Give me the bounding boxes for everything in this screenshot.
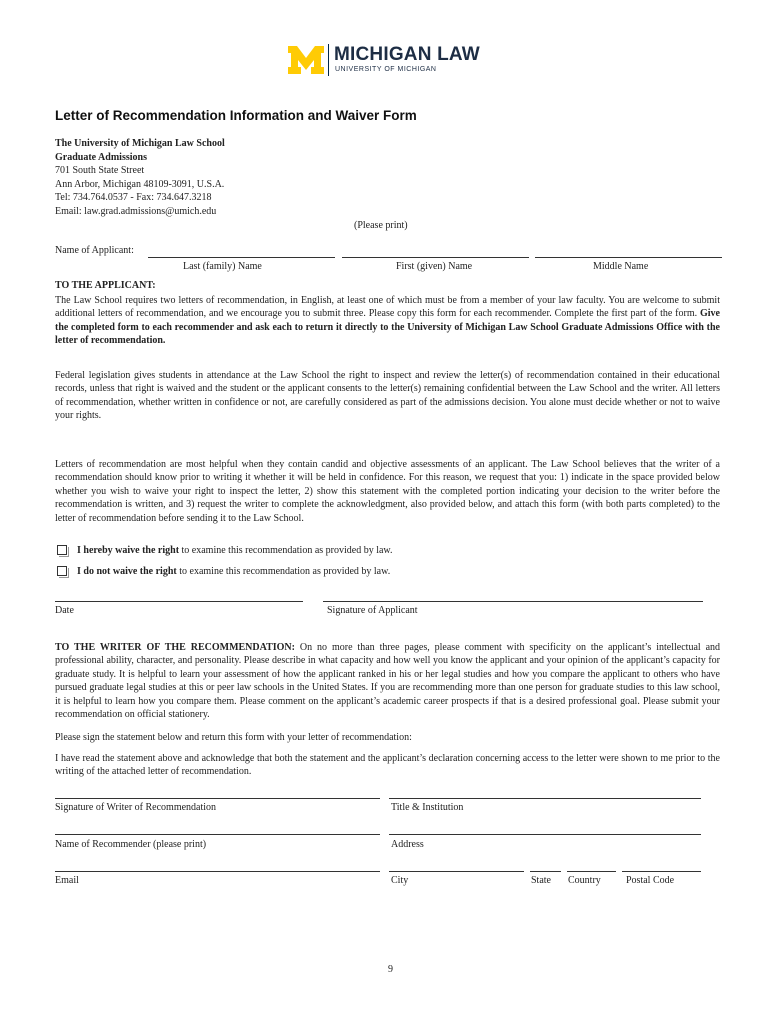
waive-right-text: to examine this recommendation as provided by law. xyxy=(179,545,393,556)
title-institution-field[interactable] xyxy=(389,798,701,799)
form-title: Letter of Recommendation Information and Waiver Form xyxy=(55,108,417,123)
address-field[interactable] xyxy=(389,834,701,835)
recommender-name-field[interactable] xyxy=(55,834,380,835)
page-number: 9 xyxy=(388,964,393,975)
email-label: Email xyxy=(55,875,79,886)
first-name-label: First (given) Name xyxy=(396,261,473,272)
address-line6: Email: law.grad.admissions@umich.edu xyxy=(55,205,217,217)
city-label: City xyxy=(391,875,409,886)
last-name-label: Last (family) Name xyxy=(183,261,262,272)
state-field[interactable] xyxy=(530,871,561,872)
logo-name: MICHIGAN LAW xyxy=(334,44,480,65)
to-writer-heading: TO THE WRITER OF THE RECOMMENDATION: xyxy=(55,642,295,653)
not-waive-right-text: to examine this recommendation as provided by law. xyxy=(176,566,391,577)
writer-paragraph-2: Please sign the statement below and return this form with your letter of recommendation: xyxy=(55,732,412,743)
waive-right-option xyxy=(77,545,393,556)
middle-name-label: Middle Name xyxy=(593,261,649,272)
writer-paragraph-3: I have read the statement above and acknowledge that both the statement and the applicant’s declaration concerning access to the letter were shown to me prior to the writing of the attached letter of recommendation. xyxy=(55,753,720,778)
address-line3: 701 South State Street xyxy=(55,165,145,176)
applicant-paragraph-3: Letters of recommendation are most helpful when they contain candid and objective assessments of an applicant. The Law School believes that the writer of a recommendation should know prior to writing it whether it will be held in confidence. For this reason, we request that you: 1) indicate in the space provided below whether you wish to waive your right to inspect the letter, 2) show this statement with the completed portion indicating your decision to the writer before the recommendation is written, and 3) request the writer to complete the acknowledgment, also provided below, and attach this form (with both parts completed) to the letter of recommendation before sending it to the Law School. xyxy=(55,459,720,524)
logo-subtitle: UNIVERSITY OF MICHIGAN xyxy=(335,66,437,73)
applicant-paragraph-1-text: The Law School requires two letters of recommendation, in English, at least one of which must be from a member of your law faculty. You are welcome to submit additional letters of recommendation, and we encourage you to submit three. Please copy this form for each recommender. Complete the first part of the form. xyxy=(55,295,720,320)
city-field[interactable] xyxy=(389,871,524,872)
please-print: (Please print) xyxy=(354,220,408,231)
logo xyxy=(288,44,488,78)
applicant-signature-field[interactable] xyxy=(323,601,703,602)
writer-signature-field[interactable] xyxy=(55,798,380,799)
country-field[interactable] xyxy=(567,871,616,872)
email-field[interactable] xyxy=(55,871,380,872)
applicant-signature-label: Signature of Applicant xyxy=(327,605,418,616)
waive-right-checkbox[interactable] xyxy=(57,545,67,555)
writer-paragraph-1-text: On no more than three pages, please comment with specificity on the applicant’s intellectual and professional ability, character, and personality. Please describe in what capacity and how well you know the applicant and your opinion of the applicant’s capacity for graduate study. It is helpful to learn your assessment of how the applicant ranked in his or her legal studies and how you compare the applicant to others who have pursued graduate legal studies at this or peer law schools in the United States. If you are recommending more than one person for graduate studies to this law school, it is helpful to learn how you compare them. Please comment on the applicant’s academic career prospects if that is a desired professional goal. Please submit your recommendation on official stationery. xyxy=(55,642,721,721)
recommender-name-label: Name of Recommender (please print) xyxy=(55,839,207,850)
applicant-paragraph-2: Federal legislation gives students in attendance at the Law School the right to inspect and review the letter(s) of recommendation contained in their educational records, unless that right is waived and the student or the applicant consents to the letter(s) remaining confidential between the Law School and the writer. All letters of recommendation, whether written in confidence or not, are carefully considered as part of the admissions decision. You alone must decide whether or not to waive your rights. xyxy=(55,370,720,422)
title-institution-label: Title & Institution xyxy=(391,802,464,813)
not-waive-right-bold: I do not waive the right xyxy=(77,566,177,577)
applicant-paragraph-1 xyxy=(55,294,720,348)
address-line4: Ann Arbor, Michigan 48109-3091, U.S.A. xyxy=(55,178,225,190)
waive-right-bold: I hereby waive the right xyxy=(77,545,180,556)
date-field[interactable] xyxy=(55,601,303,602)
postal-code-field[interactable] xyxy=(622,871,701,872)
address-label: Address xyxy=(391,839,424,850)
address-line2: Graduate Admissions xyxy=(55,151,147,163)
not-waive-right-checkbox[interactable] xyxy=(57,566,67,576)
country-label: Country xyxy=(568,875,601,886)
address-line5: Tel: 734.764.0537 - Fax: 734.647.3218 xyxy=(55,192,212,203)
address-line1: The University of Michigan Law School xyxy=(55,138,225,149)
date-label: Date xyxy=(55,605,74,616)
not-waive-right-option xyxy=(77,566,390,577)
applicant-paragraph-1-bold: Give the completed form to each recommender and ask each to return it directly to the University of Michigan Law School Graduate Admissions Office with the letter of recommendation. xyxy=(55,308,720,347)
writer-signature-label: Signature of Writer of Recommendation xyxy=(55,802,217,813)
applicant-name-label: Name of Applicant: xyxy=(55,245,134,256)
address-block xyxy=(55,137,375,218)
first-name-field[interactable] xyxy=(342,257,529,258)
state-label: State xyxy=(531,875,551,886)
last-name-field[interactable] xyxy=(148,257,335,258)
to-applicant-heading: TO THE APPLICANT: xyxy=(55,280,156,291)
block-m-icon xyxy=(288,46,324,74)
writer-paragraph-1 xyxy=(55,641,720,721)
middle-name-field[interactable] xyxy=(535,257,722,258)
postal-code-label: Postal Code xyxy=(626,875,675,886)
